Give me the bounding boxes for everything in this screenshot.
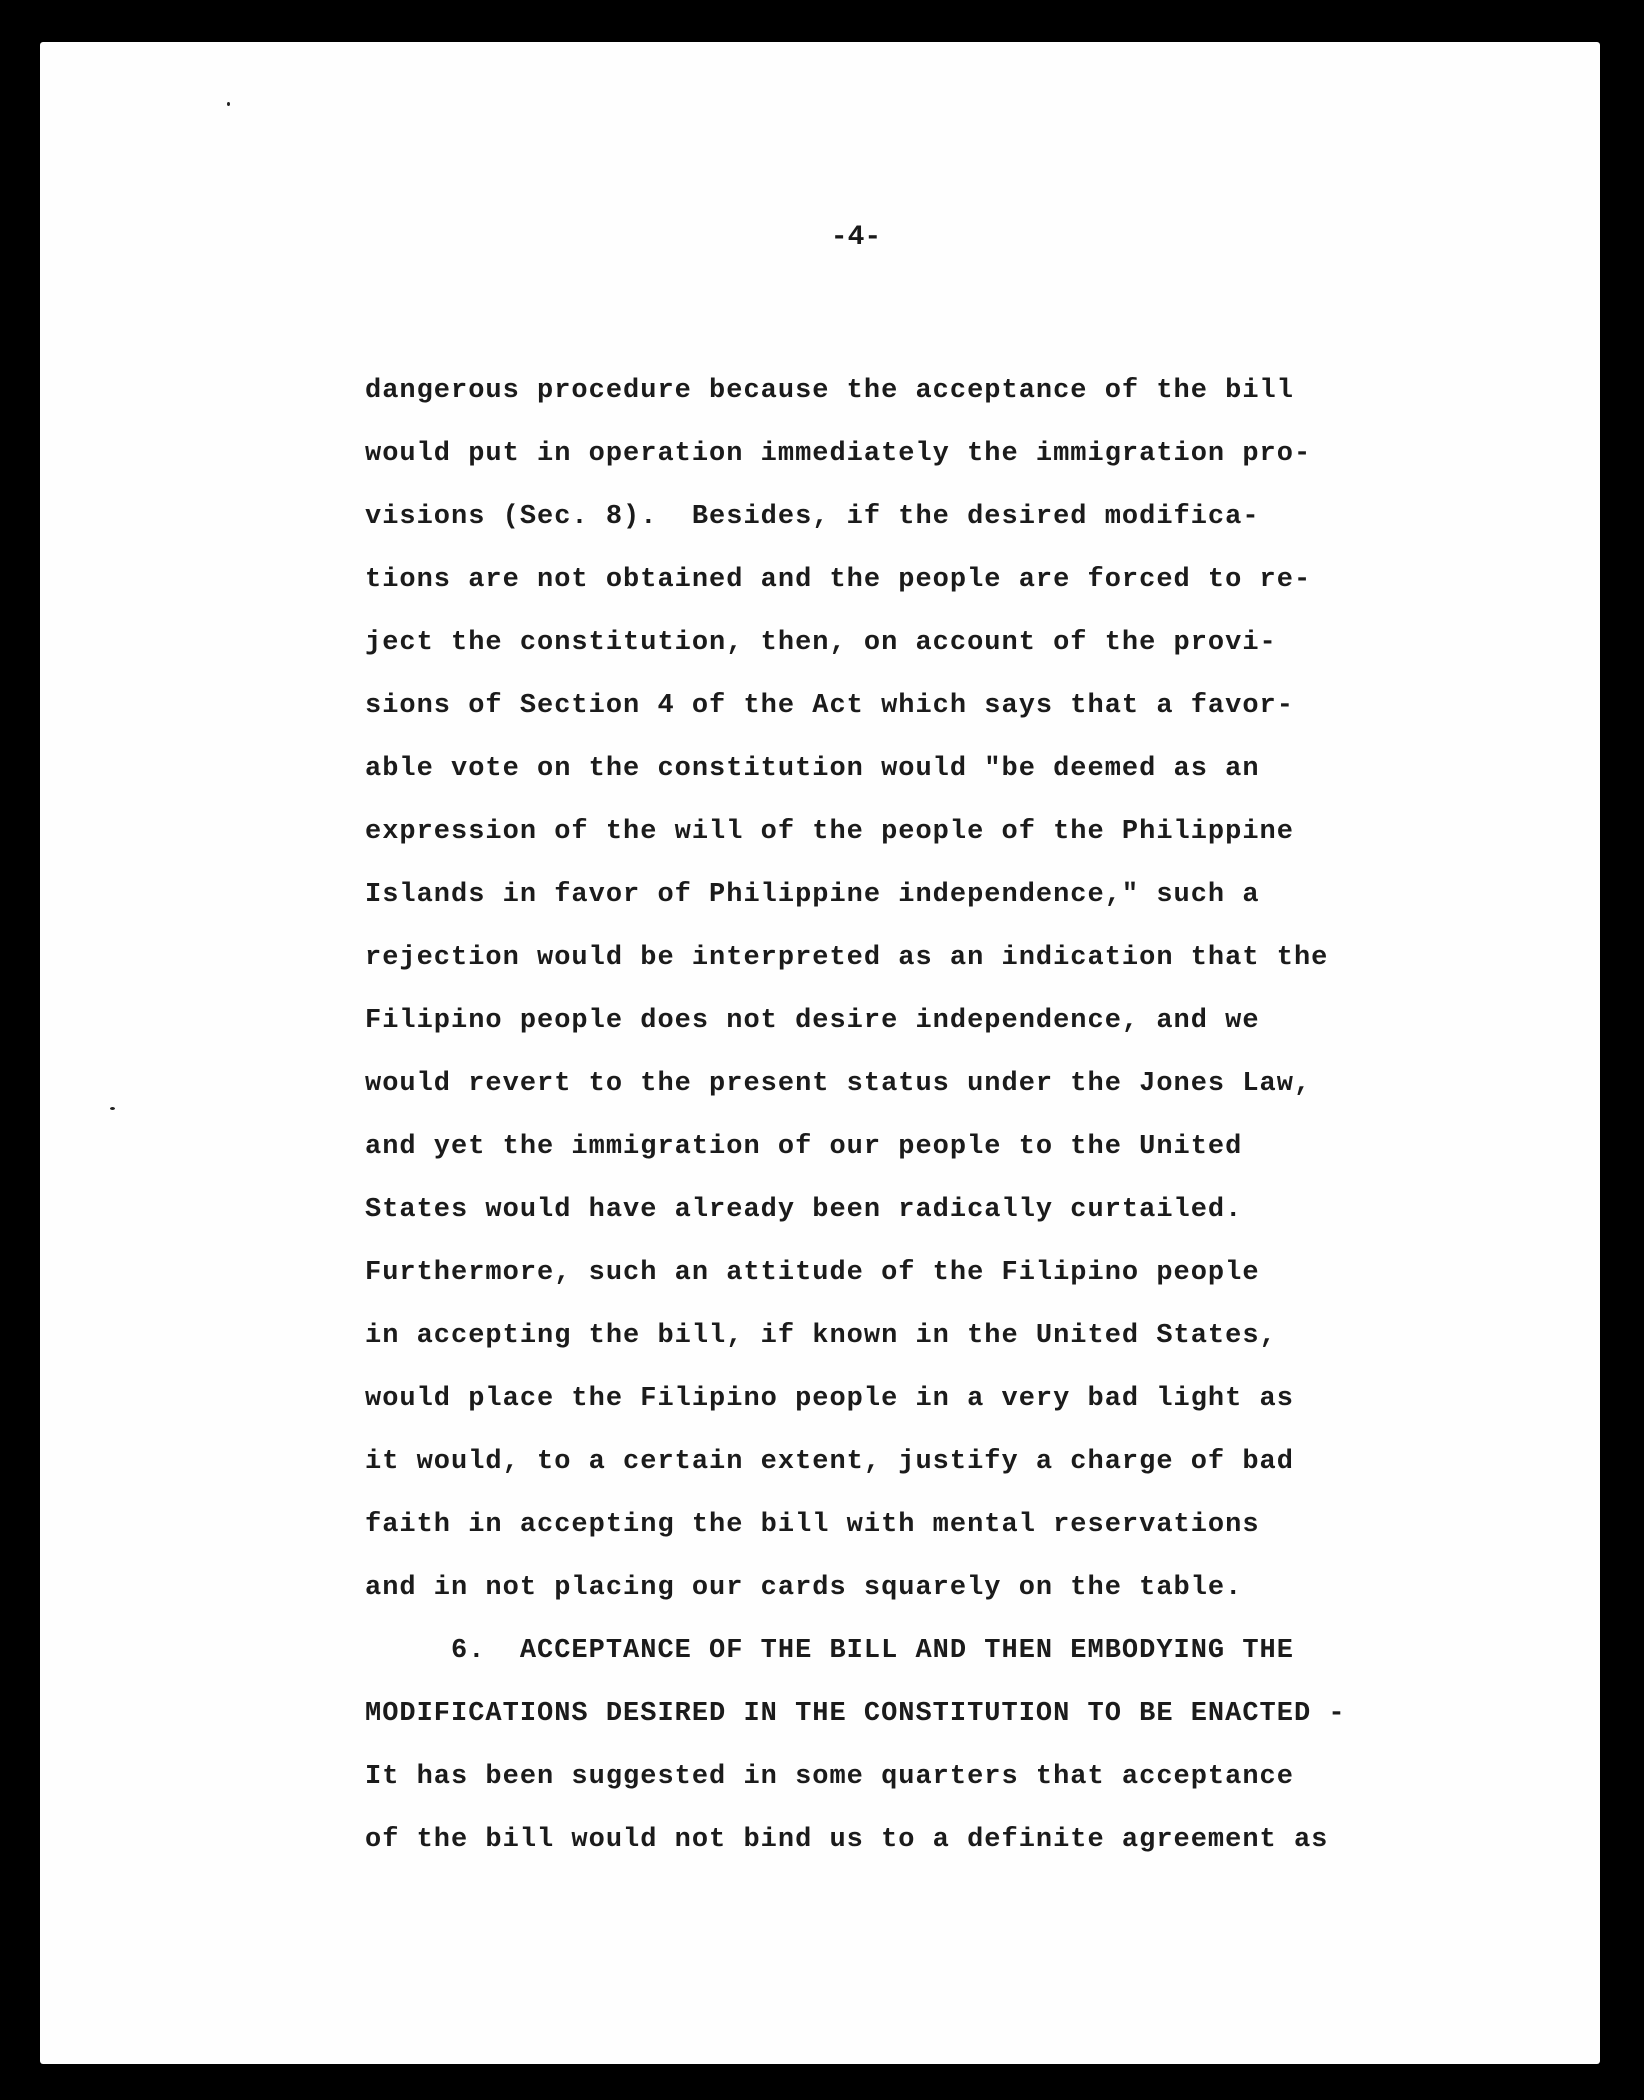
- text-line: able vote on the constitution would "be deemed as an: [365, 754, 1260, 784]
- body-text: [365, 360, 1475, 1872]
- text-line: dangerous procedure because the acceptance of the bill: [365, 376, 1294, 406]
- text-line: It has been suggested in some quarters that acceptance: [365, 1762, 1294, 1792]
- text-line: sions of Section 4 of the Act which says that a favor-: [365, 691, 1294, 721]
- text-line: States would have already been radically curtailed.: [365, 1195, 1243, 1225]
- text-line: and yet the immigration of our people to the United: [365, 1132, 1243, 1162]
- text-line: would revert to the present status under the Jones Law,: [365, 1069, 1312, 1099]
- text-line: of the bill would not bind us to a definite agreement as: [365, 1825, 1329, 1855]
- text-line: Furthermore, such an attitude of the Filipino people: [365, 1258, 1260, 1288]
- text-line: Islands in favor of Philippine independence," such a: [365, 880, 1260, 910]
- text-line: 6. ACCEPTANCE OF THE BILL AND THEN EMBODYING THE: [365, 1636, 1294, 1666]
- text-line: it would, to a certain extent, justify a charge of bad: [365, 1447, 1294, 1477]
- scan-speck: [227, 102, 230, 106]
- scan-speck: [110, 1107, 115, 1110]
- text-line: in accepting the bill, if known in the United States,: [365, 1321, 1277, 1351]
- document-page: [40, 42, 1600, 2064]
- text-line: Filipino people does not desire independence, and we: [365, 1006, 1260, 1036]
- text-line: MODIFICATIONS DESIRED IN THE CONSTITUTION TO BE ENACTED -: [365, 1699, 1346, 1729]
- text-line: faith in accepting the bill with mental reservations: [365, 1510, 1260, 1540]
- text-line: tions are not obtained and the people are forced to re-: [365, 565, 1312, 595]
- text-line: and in not placing our cards squarely on the table.: [365, 1573, 1243, 1603]
- text-line: would put in operation immediately the immigration pro-: [365, 439, 1312, 469]
- text-line: rejection would be interpreted as an indication that the: [365, 943, 1329, 973]
- text-line: expression of the will of the people of the Philippine: [365, 817, 1294, 847]
- text-line: would place the Filipino people in a very bad light as: [365, 1384, 1294, 1414]
- text-line: visions (Sec. 8). Besides, if the desired modifica-: [365, 502, 1260, 532]
- page-number: -4-: [830, 222, 882, 253]
- text-line: ject the constitution, then, on account of the provi-: [365, 628, 1277, 658]
